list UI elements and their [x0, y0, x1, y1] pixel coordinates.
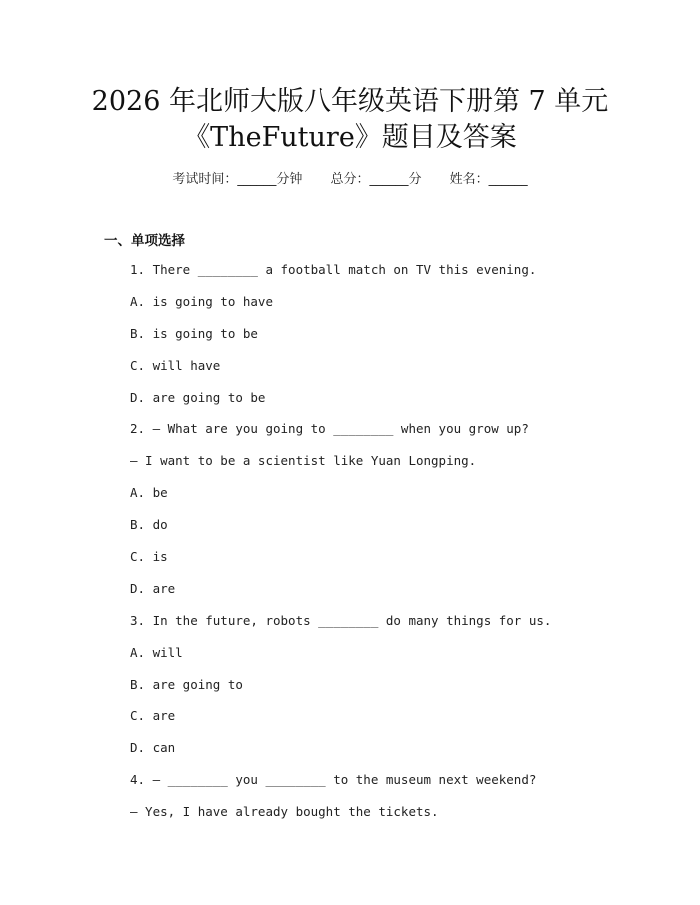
question-4-stem: 4. — ________ you ________ to the museum next weekend?	[130, 772, 537, 788]
question-2-stem: 2. — What are you going to ________ when you grow up?	[130, 421, 529, 437]
question-list	[130, 260, 650, 834]
question-3-option-d: D. can	[130, 740, 176, 756]
document-title-line-1: 2026 年北师大版八年级英语下册第 7 单元	[91, 86, 609, 117]
question-1-option-c: C. will have	[130, 357, 221, 373]
question-4-dialogue-reply: — Yes, I have already bought the tickets.	[130, 804, 439, 820]
question-2-option-b: B. do	[130, 517, 168, 533]
student-name-field: 姓名：______	[449, 172, 528, 187]
question-2-option-d: D. are	[130, 580, 176, 596]
question-2-dialogue-reply: — I want to be a scientist like Yuan Longping.	[130, 453, 477, 469]
question-1-option-b: B. is going to be	[130, 325, 258, 341]
question-3-stem: 3. In the future, robots ________ do many things for us.	[130, 612, 552, 628]
question-1-stem: 1. There ________ a football match on TV this evening.	[130, 262, 537, 277]
question-3-option-b: B. are going to	[130, 676, 243, 692]
question-2-option-c: C. is	[130, 549, 168, 565]
question-3-option-c: C. are	[130, 708, 176, 724]
question-3-option-a: A. will	[130, 644, 183, 660]
question-2-option-a: A. be	[130, 485, 168, 501]
question-1-option-d: D. are going to be	[130, 389, 266, 405]
exam-info	[0, 168, 700, 187]
section-heading: 一、单项选择	[104, 233, 185, 249]
document-title-line-2: 《TheFuture》题目及答案	[183, 122, 517, 153]
question-1-option-a: A. is going to have	[130, 293, 273, 309]
total-score-field: 总分：______分	[330, 172, 422, 187]
exam-time-field: 考试时间：______分钟	[172, 172, 303, 187]
